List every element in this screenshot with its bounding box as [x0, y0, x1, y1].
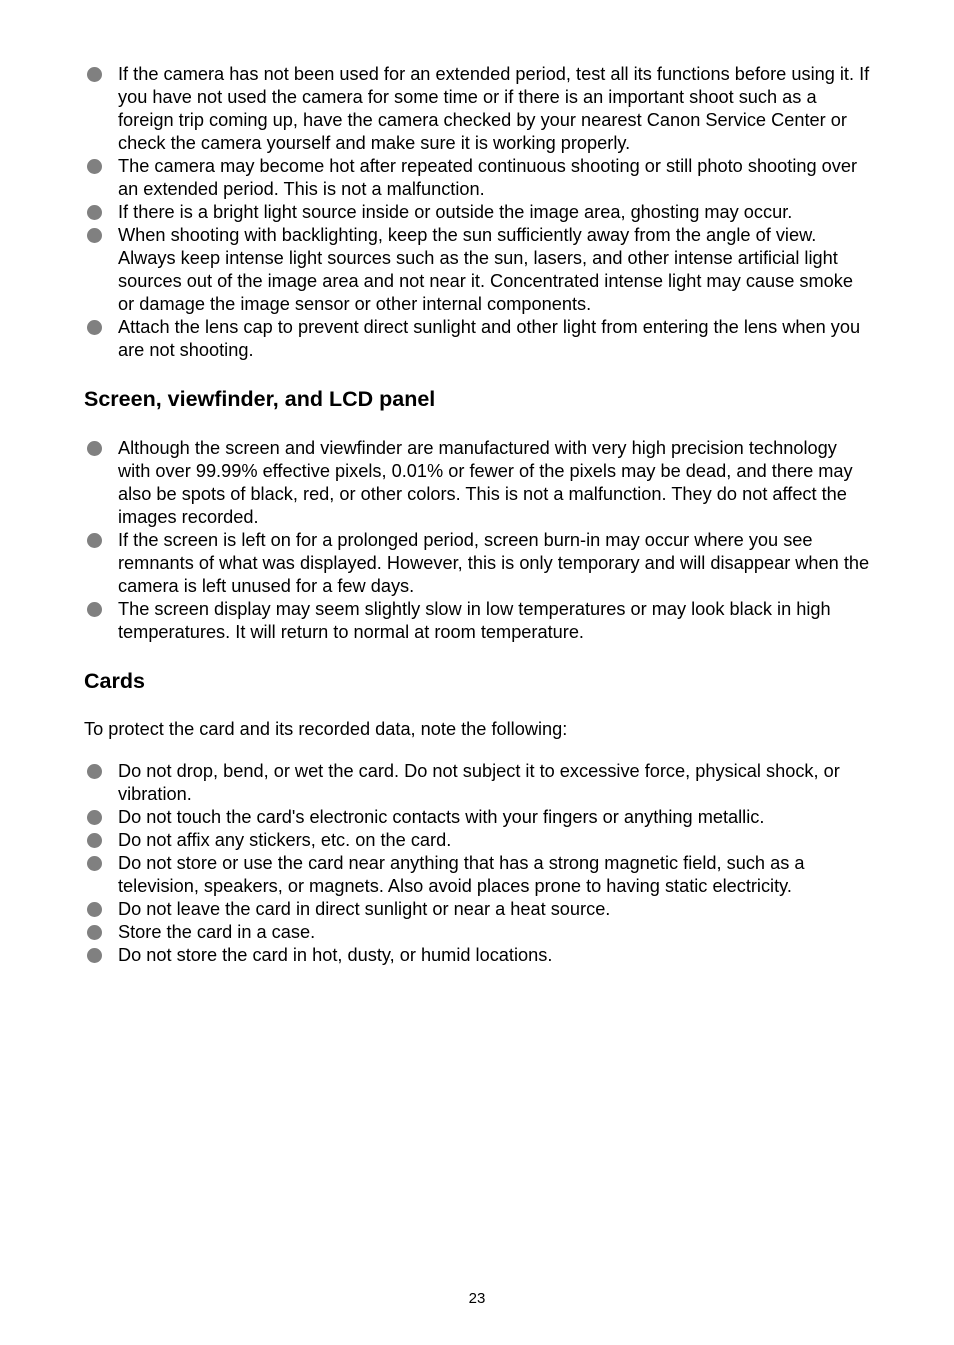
list-item — [84, 437, 874, 529]
bullet-icon — [87, 67, 102, 82]
list-item-text: Do not store the card in hot, dusty, or humid locations. — [118, 945, 553, 965]
list-item — [84, 921, 874, 944]
list-item — [84, 760, 874, 806]
list-item-text: Do not touch the card's electronic contacts with your fingers or anything metallic. — [118, 807, 765, 827]
list-item-text: Do not leave the card in direct sunlight or near a heat source. — [118, 899, 611, 919]
bullet-icon — [87, 856, 102, 871]
list-item — [84, 944, 874, 967]
list-item-text: The screen display may seem slightly slow in low temperatures or may look black in high temperatures. It will return to normal at room temperature. — [118, 599, 831, 642]
section-heading-cards: Cards — [84, 669, 145, 693]
bullet-icon — [87, 441, 102, 456]
bullet-icon — [87, 533, 102, 548]
list-item-text: If the camera has not been used for an extended period, test all its functions before using it. If you have not used the camera for some time or if there is an important shoot such as a foreign trip coming up, have the camera checked by your nearest Canon Service Center or check the camera yourself and make sure it is working properly. — [118, 64, 870, 153]
list-item — [84, 829, 874, 852]
bullet-icon — [87, 948, 102, 963]
list-item — [84, 63, 874, 155]
list-item-text: If there is a bright light source inside or outside the image area, ghosting may occur. — [118, 202, 793, 222]
bullet-icon — [87, 228, 102, 243]
page-number: 23 — [468, 1290, 486, 1307]
list-item-text: The camera may become hot after repeated continuous shooting or still photo shooting over an extended period. This is not a malfunction. — [118, 156, 858, 199]
intro-bullet-list — [84, 63, 874, 362]
list-item — [84, 852, 874, 898]
list-item — [84, 529, 874, 598]
list-item — [84, 598, 874, 644]
section-heading-screen: Screen, viewfinder, and LCD panel — [84, 387, 436, 411]
list-item — [84, 806, 874, 829]
list-item-text: Attach the lens cap to prevent direct sunlight and other light from entering the lens when you are not shooting. — [118, 317, 861, 360]
bullet-icon — [87, 902, 102, 917]
bullet-icon — [87, 602, 102, 617]
bullet-icon — [87, 925, 102, 940]
list-item — [84, 898, 874, 921]
bullet-icon — [87, 833, 102, 848]
bullet-icon — [87, 205, 102, 220]
cards-intro-text: To protect the card and its recorded data, note the following: — [84, 719, 568, 739]
list-item — [84, 201, 874, 224]
cards-bullet-list — [84, 760, 874, 967]
list-item-text: Although the screen and viewfinder are manufactured with very high precision technology with over 99.99% effective pixels, 0.01% or fewer of the pixels may be dead, and there may also be spots of black, red, or other colors. This is not a malfunction. They do not affect the images recorded. — [118, 438, 853, 527]
list-item-text: Do not drop, bend, or wet the card. Do not subject it to excessive force, physical shock, or vibration. — [118, 761, 840, 804]
bullet-icon — [87, 764, 102, 779]
list-item — [84, 316, 874, 362]
bullet-icon — [87, 810, 102, 825]
list-item-text: Store the card in a case. — [118, 922, 316, 942]
list-item — [84, 155, 874, 201]
list-item-text: If the screen is left on for a prolonged period, screen burn-in may occur where you see remnants of what was displayed. However, this is only temporary and will disappear when the camera is left unused for a few days. — [118, 530, 870, 596]
screen-bullet-list — [84, 437, 874, 644]
list-item-text: When shooting with backlighting, keep the sun sufficiently away from the angle of view. Always keep intense light sources such as the sun, lasers, and other intense artificial light sources out of the image area and not near it. Concentrated intense light may cause smoke or damage the image sensor or other internal components. — [118, 225, 853, 314]
list-item-text: Do not affix any stickers, etc. on the card. — [118, 830, 452, 850]
bullet-icon — [87, 320, 102, 335]
list-item-text: Do not store or use the card near anything that has a strong magnetic field, such as a television, speakers, or magnets. Also avoid places prone to having static electricity. — [118, 853, 805, 896]
list-item — [84, 224, 874, 316]
bullet-icon — [87, 159, 102, 174]
